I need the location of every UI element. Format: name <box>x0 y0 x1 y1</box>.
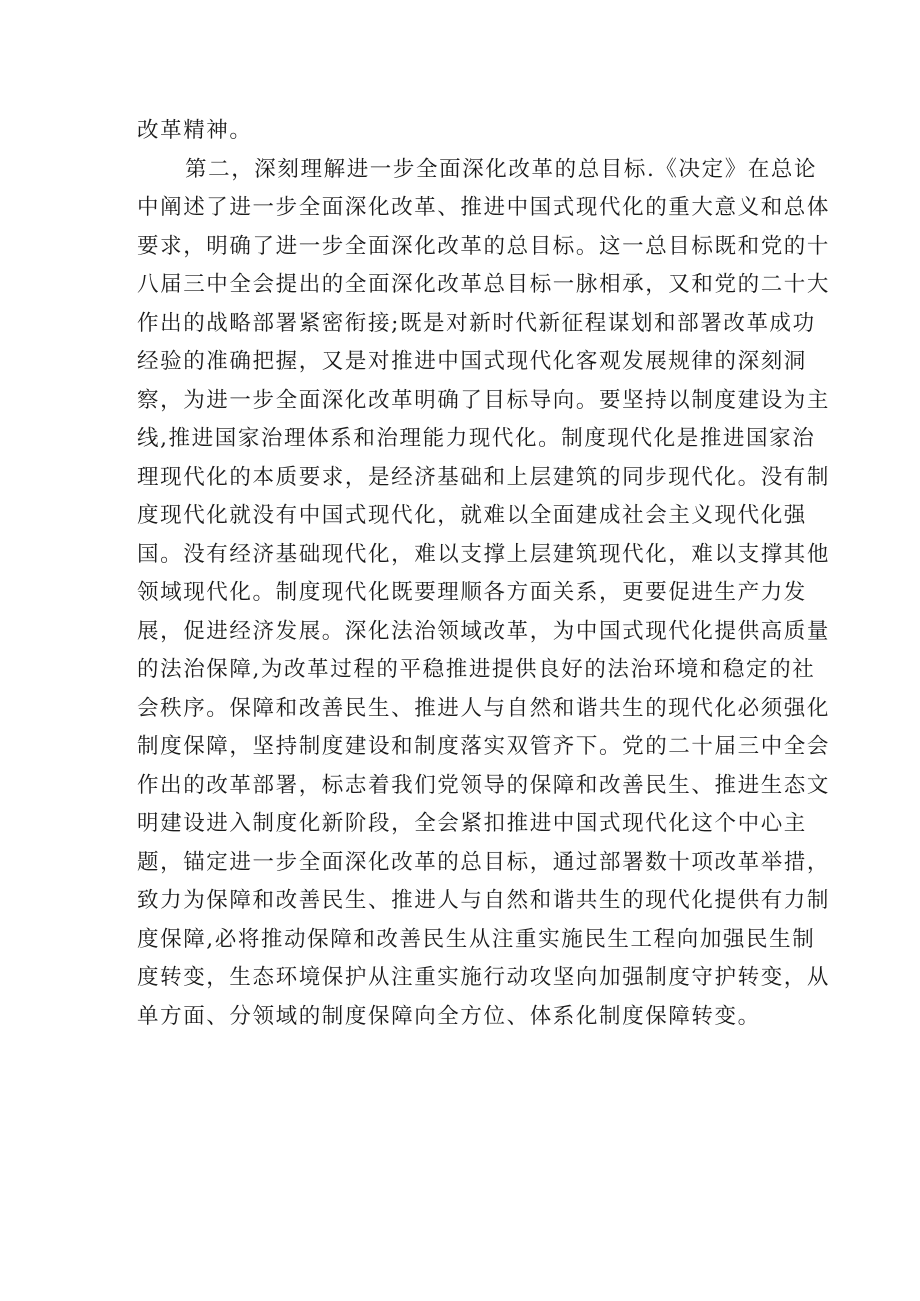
text-line: 领域现代化。制度现代化既要理顺各方面关系，更要促进生产力发 <box>137 580 807 605</box>
text-line: 国。没有经济基础现代化，难以支撑上层建筑现代化，难以支撑其他 <box>137 541 831 567</box>
text-line: 度转变，生态环境保护从注重实施行动攻坚向加强制度守护转变，从 <box>137 965 831 990</box>
text-line: 度现代化就没有中国式现代化，就难以全面建成社会主义现代化强 <box>137 503 807 528</box>
text-line: 的法治保障,为改革过程的平稳推进提供良好的法治环境和稳定的社 <box>137 657 816 682</box>
text-line: 改革精神。 <box>137 118 253 143</box>
text-line: 题，锚定进一步全面深化改革的总目标，通过部署数十项改革举措， <box>137 849 831 875</box>
text-line: 线,推进国家治理体系和治理能力现代化。制度现代化是推进国家治 <box>137 426 816 451</box>
text-line: 中阐述了进一步全面深化改革、推进中国式现代化的重大意义和总体 <box>137 195 831 220</box>
text-line: 单方面、分领域的制度保障向全方位、体系化制度保障转变。 <box>137 1003 761 1029</box>
text-line: 明建设进入制度化新阶段，全会紧扣推进中国式现代化这个中心主 <box>137 811 807 836</box>
text-line: 制度保障，坚持制度建设和制度落实双管齐下。党的二十届三中全会 <box>137 734 831 759</box>
text-line: 经验的准确把握，又是对推进中国式现代化客观发展规律的深刻洞 <box>137 349 807 374</box>
text-line: 会秩序。保障和改善民生、推进人与自然和谐共生的现代化必须强化 <box>137 695 831 721</box>
text-line: 作出的改革部署，标志着我们党领导的保障和改善民生、推进生态文 <box>137 772 831 798</box>
text-line: 察，为进一步全面深化改革明确了目标导向。要坚持以制度建设为主 <box>137 387 831 413</box>
text-line: 展，促进经济发展。深化法治领域改革，为中国式现代化提供高质量 <box>137 618 831 644</box>
body-text <box>137 112 831 1036</box>
text-line: 理现代化的本质要求，是经济基础和上层建筑的同步现代化。没有制 <box>137 464 831 490</box>
paragraph-start-line: 第二，深刻理解进一步全面深化改革的总目标.《决定》在总论 <box>185 156 818 182</box>
text-line: 度保障,必将推动保障和改善民生从注重实施民生工程向加强民生制 <box>137 926 816 952</box>
text-line: 要求，明确了进一步全面深化改革的总目标。这一总目标既和党的十 <box>137 233 831 259</box>
text-line: 作出的战略部署紧密衔接;既是对新时代新征程谋划和部署改革成功 <box>137 310 816 336</box>
text-line: 八届三中全会提出的全面深化改革总目标一脉相承，又和党的二十大 <box>137 272 831 297</box>
text-line: 致力为保障和改善民生、推进人与自然和谐共生的现代化提供有力制 <box>137 888 831 913</box>
